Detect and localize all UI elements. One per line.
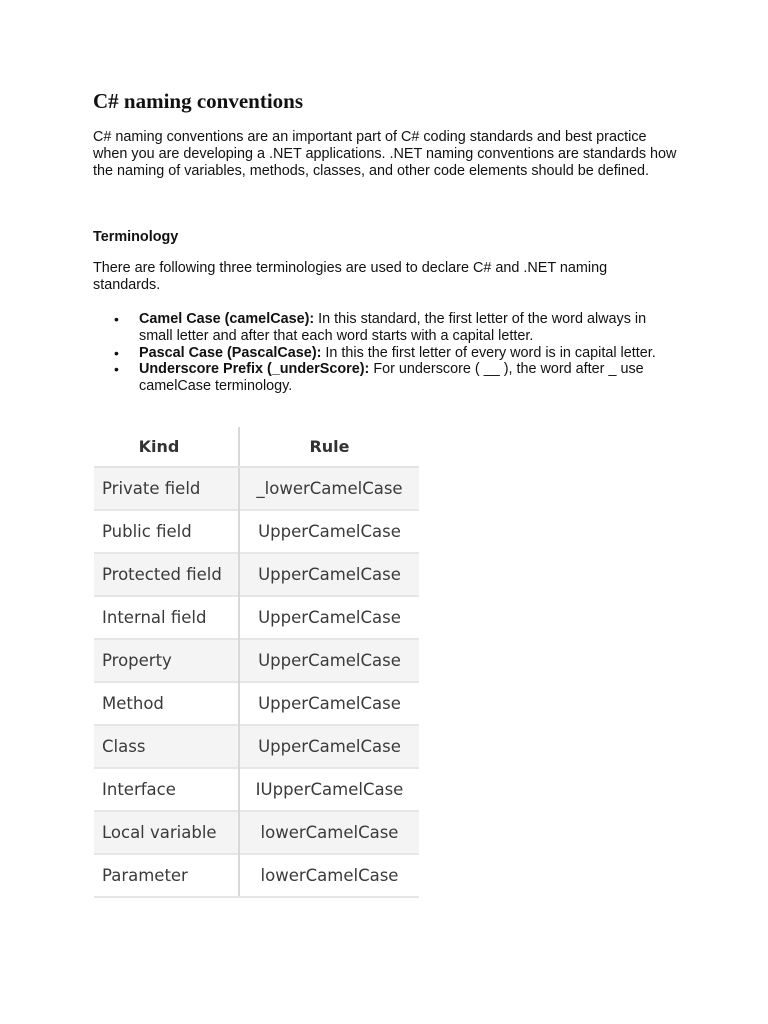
kind-cell: Class <box>94 725 239 768</box>
term-label: Pascal Case (PascalCase): <box>139 344 322 361</box>
kind-cell: Public field <box>94 510 239 553</box>
column-header-rule: Rule <box>239 427 419 467</box>
table-row <box>94 639 419 682</box>
rule-cell: IUpperCamelCase <box>239 768 419 811</box>
naming-rules-table <box>94 427 419 898</box>
terminology-intro: There are following three terminologies are used to declare C# and .NET naming standards. <box>93 260 608 293</box>
table-row <box>94 854 419 897</box>
kind-cell: Private field <box>94 467 239 510</box>
rule-cell: UpperCamelCase <box>239 639 419 682</box>
kind-cell: Local variable <box>94 811 239 854</box>
term-description: In this the first letter of every word is in capital letter. <box>321 344 656 361</box>
kind-cell: Internal field <box>94 596 239 639</box>
kind-cell: Property <box>94 639 239 682</box>
table-row <box>94 510 419 553</box>
rule-cell: _lowerCamelCase <box>239 467 419 510</box>
rule-cell: UpperCamelCase <box>239 510 419 553</box>
kind-cell: Protected field <box>94 553 239 596</box>
rule-cell: UpperCamelCase <box>239 725 419 768</box>
list-item-camel-case <box>93 311 683 345</box>
terminology-list <box>93 311 683 395</box>
term-description: For underscore ( __ ), the word after _ use camelCase terminology. <box>139 361 644 395</box>
list-item-underscore-prefix <box>93 361 683 395</box>
column-header-kind: Kind <box>94 427 239 467</box>
list-item-pascal-case <box>93 345 683 362</box>
table-header-row <box>94 427 419 467</box>
table-row <box>94 467 419 510</box>
table-row <box>94 596 419 639</box>
rule-cell: UpperCamelCase <box>239 596 419 639</box>
table-row <box>94 768 419 811</box>
rule-cell: lowerCamelCase <box>239 811 419 854</box>
table-row <box>94 725 419 768</box>
terminology-heading: Terminology <box>93 229 179 245</box>
rule-cell: UpperCamelCase <box>239 682 419 725</box>
table-row <box>94 553 419 596</box>
rule-cell: lowerCamelCase <box>239 854 419 897</box>
table-row <box>94 811 419 854</box>
kind-cell: Parameter <box>94 854 239 897</box>
intro-paragraph: C# naming conventions are an important part of C# coding standards and best practice when you are developing a .NET applications. .NET naming conventions are standards how the naming of variables, methods, classes, and other code elements should be defined. <box>93 129 677 179</box>
rule-cell: UpperCamelCase <box>239 553 419 596</box>
kind-cell: Interface <box>94 768 239 811</box>
kind-cell: Method <box>94 682 239 725</box>
table-row <box>94 682 419 725</box>
page-title: C# naming conventions <box>93 89 304 113</box>
term-label: Underscore Prefix (_underScore): <box>139 361 370 378</box>
term-description: In this standard, the first letter of the word always in small letter and after that each word starts with a capital letter. <box>139 311 647 344</box>
term-label: Camel Case (camelCase): <box>139 311 315 327</box>
